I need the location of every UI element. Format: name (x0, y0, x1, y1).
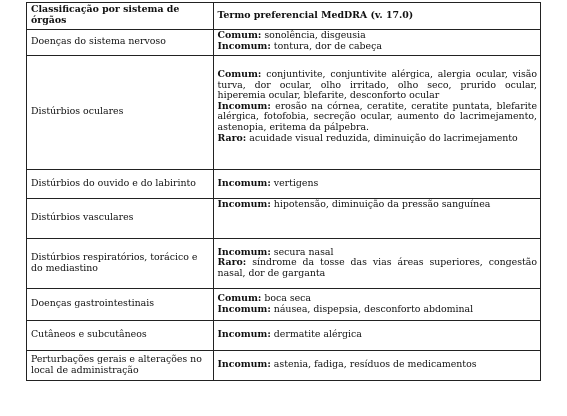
frequency-label: Comum: (217, 30, 262, 41)
terms-text: síndrome da tosse das vias áreas superiores, congestão nasal, dor de garganta (217, 257, 538, 279)
terms-cell (213, 199, 540, 239)
terms-cell (213, 351, 540, 381)
terms-cell (213, 170, 540, 199)
terms-text: boca seca (264, 292, 312, 304)
frequency-label: Incomum: (217, 100, 271, 112)
entry-line (218, 200, 537, 211)
entry-line (218, 305, 537, 316)
frequency-label: Incomum: (217, 303, 271, 315)
frequency-label: Incomum: (217, 177, 271, 189)
soc-cell: Distúrbios vasculares (27, 199, 214, 239)
frequency-label: Incomum: (217, 40, 271, 52)
soc-cell: Distúrbios oculares (27, 56, 214, 170)
entry-line (218, 102, 537, 134)
table-row (27, 56, 541, 170)
entry-line (218, 330, 537, 341)
terms-cell (213, 321, 540, 351)
terms-text: dermatite alérgica (273, 329, 362, 341)
entry-line (218, 42, 537, 53)
frequency-label: Comum: (217, 69, 262, 80)
frequency-label: Raro: (217, 257, 247, 269)
terms-text: hipotensão, diminuição da pressão sanguínea (273, 199, 491, 210)
soc-cell: Doenças gastrointestinais (27, 289, 214, 321)
table-row (27, 351, 541, 381)
terms-text: tontura, dor de cabeça (273, 40, 382, 52)
table-row (27, 170, 541, 199)
terms-cell (213, 289, 540, 321)
entry-line (218, 179, 537, 190)
terms-text: acuidade visual reduzida, diminuição do lacrimejamento (249, 132, 518, 144)
terms-text: náusea, dispepsia, desconforto abdominal (273, 303, 474, 315)
terms-text: conjuntivite, conjuntivite alérgica, alergia ocular, visão turva, dor ocular, olho irritado, olho seco, prurido ocular, hiperemia ocular, blefarite, desconforto ocular (217, 69, 537, 102)
entry-line (218, 70, 537, 102)
header-soc: Classificação por sistema de órgãos (27, 3, 214, 30)
table-row (27, 239, 541, 289)
terms-text: erosão na córnea, ceratite, ceratite puntata, blefarite alérgica, fotofobia, secreção ocular, aumento do lacrimejamento, astenopia, eritema da pálpebra. (217, 100, 538, 133)
frequency-label: Raro: (217, 132, 247, 144)
entry-line (218, 134, 537, 145)
table-header-row (27, 3, 541, 30)
frequency-label: Incomum: (217, 199, 271, 210)
terms-text: astenia, fadiga, resíduos de medicamentos (273, 359, 477, 371)
terms-text: sonolência, disgeusia (264, 30, 366, 41)
frequency-label: Incomum: (217, 329, 271, 341)
table-row (27, 199, 541, 239)
frequency-label: Incomum: (217, 246, 271, 258)
adverse-reactions-table (26, 2, 541, 381)
table-row (27, 289, 541, 321)
soc-cell: Distúrbios do ouvido e do labirinto (27, 170, 214, 199)
frequency-label: Incomum: (217, 359, 271, 371)
frequency-label: Comum: (217, 292, 262, 304)
terms-cell (213, 56, 540, 170)
terms-cell (213, 30, 540, 56)
soc-cell: Perturbações gerais e alterações no local de administração (27, 351, 214, 381)
entry-line (218, 360, 537, 371)
terms-text: vertigens (273, 177, 319, 189)
entry-line (218, 258, 537, 279)
terms-text: secura nasal (273, 246, 334, 258)
table-row (27, 321, 541, 351)
table-row (27, 30, 541, 56)
soc-cell: Cutâneos e subcutâneos (27, 321, 214, 351)
soc-cell: Distúrbios respiratórios, torácico e do mediastino (27, 239, 214, 289)
soc-cell: Doenças do sistema nervoso (27, 30, 214, 56)
terms-cell (213, 239, 540, 289)
header-meddra-term: Termo preferencial MedDRA (v. 17.0) (213, 3, 540, 30)
